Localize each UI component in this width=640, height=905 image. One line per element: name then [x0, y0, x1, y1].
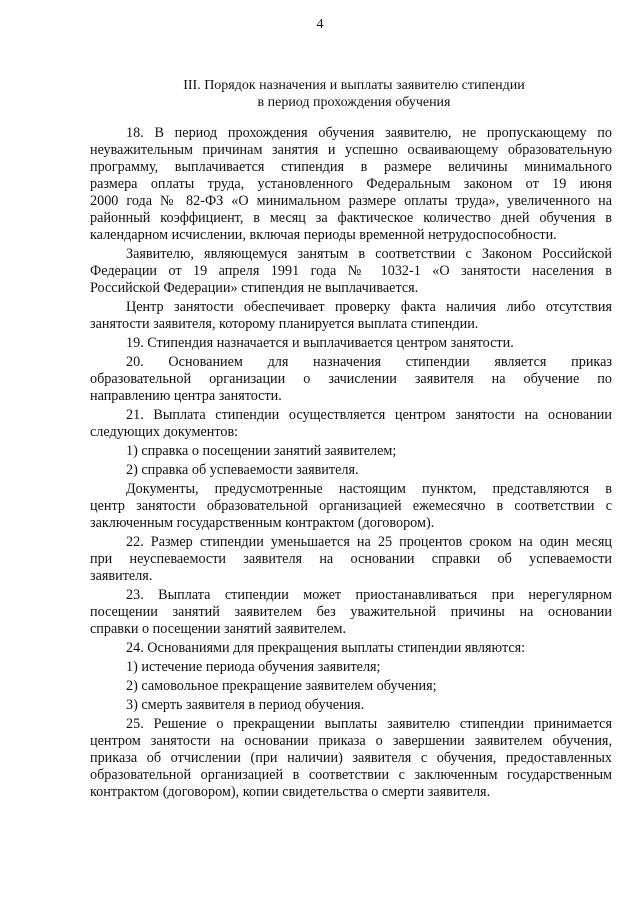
paragraph-line: следующих документов: — [90, 424, 239, 440]
paragraph — [90, 659, 612, 676]
paragraph-line: 25. Решение о прекращении выплаты заявителю стипендии принимается — [126, 716, 612, 732]
paragraph — [90, 640, 612, 657]
paragraph — [90, 462, 612, 479]
paragraph-line: заявителя. — [90, 568, 153, 584]
paragraph-line: 2) самовольное прекращение заявителем обучения; — [126, 678, 437, 694]
paragraph-line: Документы, предусмотренные настоящим пунктом, представляются в — [126, 481, 612, 497]
paragraph-line: центром занятости на основании приказа о завершении заявителем обучения, — [90, 733, 612, 749]
paragraph — [90, 443, 612, 460]
paragraph — [90, 587, 612, 638]
paragraph-line: Центр занятости обеспечивает проверку факта наличия либо отсутствия — [126, 299, 612, 315]
section-title — [90, 77, 618, 111]
paragraph-line: при неуспеваемости заявителя на основании справки об успеваемости — [90, 551, 612, 567]
document-body — [90, 125, 612, 801]
paragraph — [90, 697, 612, 714]
paragraph-line: 2) справка об успеваемости заявителя. — [126, 462, 359, 478]
section-title-line-2: в период прохождения обучения — [257, 95, 451, 110]
paragraph — [90, 407, 612, 441]
paragraph — [90, 354, 612, 405]
paragraph-line: размера оплаты труда, установленного Федеральным законом от 19 июня — [90, 176, 612, 192]
paragraph — [90, 534, 612, 585]
paragraph — [90, 481, 612, 532]
paragraph-line: 1) истечение периода обучения заявителя; — [126, 659, 381, 675]
paragraph-line: 22. Размер стипендии уменьшается на 25 процентов сроком на один месяц — [126, 534, 612, 550]
paragraph — [90, 299, 612, 333]
paragraph-line: 18. В период прохождения обучения заявителю, не пропускающему по — [126, 125, 612, 141]
paragraph-line: неуважительным причинам занятия и успешно осваивающему образовательную — [90, 142, 612, 158]
paragraph-line: 24. Основаниями для прекращения выплаты стипендии являются: — [126, 640, 526, 656]
paragraph — [90, 678, 612, 695]
paragraph-line: центр занятости образовательной организацией ежемесячно в соответствии с — [90, 498, 612, 514]
paragraph-line: образовательной организацией в соответствии с заключенным государственным — [90, 767, 612, 783]
paragraph-line: 20. Основанием для назначения стипендии является приказ — [126, 354, 612, 370]
paragraph-line: 2000 года № 82-ФЗ «О минимальном размере оплаты труда», увеличенного на — [90, 193, 612, 209]
paragraph-line: приказа об отчислении (при наличии) заявителя с обучения, предоставленных — [90, 750, 612, 766]
paragraph — [90, 335, 612, 352]
paragraph-line: 23. Выплата стипендии может приостанавливаться при нерегулярном — [126, 587, 612, 603]
paragraph-line: Федерации от 19 апреля 1991 года № 1032-1 «О занятости населения в — [90, 263, 612, 279]
paragraph-line: образовательной организации о зачислении заявителя на обучение по — [90, 371, 612, 387]
page-number: 4 — [316, 17, 324, 32]
paragraph — [90, 125, 612, 244]
paragraph-line: Заявителю, являющемуся занятым в соответствии с Законом Российской — [126, 246, 612, 262]
paragraph-line: занятости заявителя, которому планируется выплата стипендии. — [90, 316, 479, 332]
paragraph — [90, 246, 612, 297]
paragraph-line: календарном исчислении, включая периоды временной нетрудоспособности. — [90, 227, 557, 243]
paragraph-line: 1) справка о посещении занятий заявителем; — [126, 443, 397, 459]
paragraph-line: справки о посещении занятий заявителем. — [90, 621, 347, 637]
paragraph-line: программу, выплачивается стипендия в размере величины минимального — [90, 159, 612, 175]
paragraph-line: контрактом (договором), копии свидетельства о смерти заявителя. — [90, 784, 491, 800]
paragraph-line: 3) смерть заявителя в период обучения. — [126, 697, 365, 713]
paragraph-line: посещении занятий заявителем без уважительной причины на основании — [90, 604, 612, 620]
paragraph-line: Российской Федерации» стипендия не выплачивается. — [90, 280, 419, 296]
paragraph-line: 19. Стипендия назначается и выплачивается центром занятости. — [126, 335, 514, 351]
paragraph-line: направлению центра занятости. — [90, 388, 282, 404]
section-title-line-1: III. Порядок назначения и выплаты заявителю стипендии — [183, 78, 525, 93]
paragraph-line: 21. Выплата стипендии осуществляется центром занятости на основании — [126, 407, 612, 423]
paragraph-line: заключенным государственным контрактом (договором). — [90, 515, 435, 531]
paragraph-line: районный коэффициент, в месяц за фактическое количество дней обучения в — [90, 210, 612, 226]
paragraph — [90, 716, 612, 801]
